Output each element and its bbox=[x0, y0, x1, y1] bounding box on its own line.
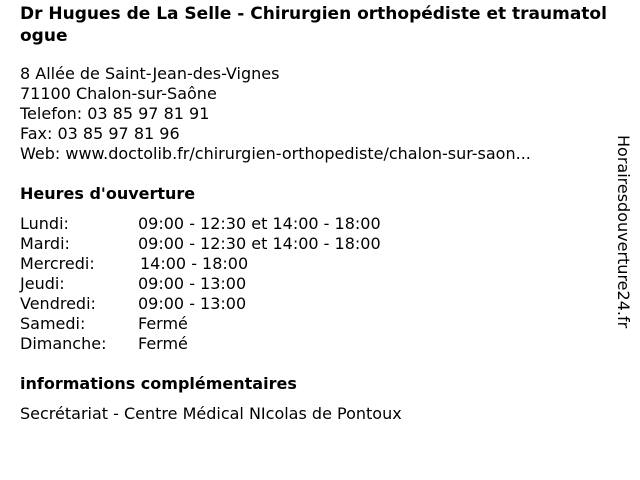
hours-value: 09:00 - 13:00 bbox=[138, 274, 247, 293]
opening-hours-table bbox=[20, 214, 610, 354]
day-label: Jeudi: bbox=[20, 274, 65, 293]
hours-row-monday bbox=[20, 214, 610, 234]
day-label: Lundi: bbox=[20, 214, 69, 233]
hours-value: Fermé bbox=[138, 334, 188, 353]
day-label: Dimanche: bbox=[20, 334, 107, 353]
hours-value: 14:00 - 18:00 bbox=[140, 254, 249, 273]
hours-value: 09:00 - 13:00 bbox=[138, 294, 247, 313]
additional-info-text: Secrétariat - Centre Médical NIcolas de Pontoux bbox=[20, 404, 402, 423]
hours-row-saturday bbox=[20, 314, 610, 334]
hours-value: 09:00 - 12:30 et 14:00 - 18:00 bbox=[138, 234, 381, 253]
site-watermark: Horairesdouverture24.fr bbox=[614, 135, 633, 329]
additional-info-heading: informations complémentaires bbox=[20, 374, 297, 393]
hours-value: Fermé bbox=[138, 314, 188, 333]
day-label: Mercredi: bbox=[20, 254, 95, 273]
street-address: 8 Allée de Saint-Jean-des-Vignes bbox=[20, 64, 280, 83]
postal-city: 71100 Chalon-sur-Saône bbox=[20, 84, 217, 103]
opening-hours-heading: Heures d'ouverture bbox=[20, 184, 196, 203]
day-label: Mardi: bbox=[20, 234, 70, 253]
day-label: Samedi: bbox=[20, 314, 86, 333]
hours-row-tuesday bbox=[20, 234, 610, 254]
contact-details bbox=[20, 64, 610, 164]
day-label: Vendredi: bbox=[20, 294, 96, 313]
hours-value: 09:00 - 12:30 et 14:00 - 18:00 bbox=[138, 214, 381, 233]
hours-row-friday bbox=[20, 294, 610, 314]
hours-row-thursday bbox=[20, 274, 610, 294]
hours-row-wednesday bbox=[20, 254, 610, 274]
website-link[interactable]: Web: www.doctolib.fr/chirurgien-orthopediste/chalon-sur-saon... bbox=[20, 144, 531, 163]
hours-row-sunday bbox=[20, 334, 610, 354]
business-title: Dr Hugues de La Selle - Chirurgien orthopédiste et traumatologue bbox=[20, 4, 607, 46]
phone-number: Telefon: 03 85 97 81 91 bbox=[20, 104, 210, 123]
fax-number: Fax: 03 85 97 81 96 bbox=[20, 124, 180, 143]
